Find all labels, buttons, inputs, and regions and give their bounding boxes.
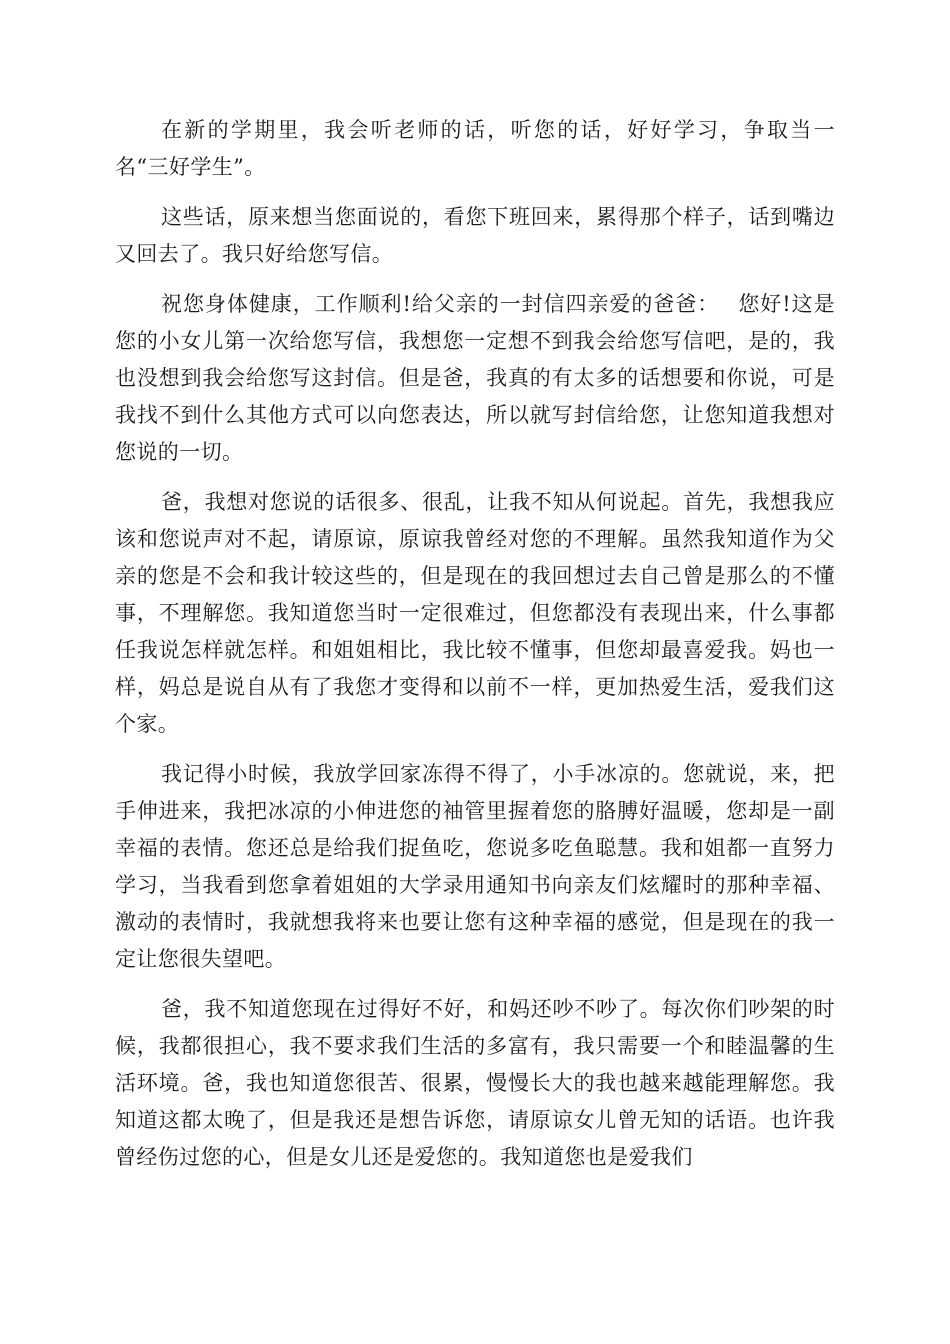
paragraph-2: 这些话，原来想当您面说的，看您下班回来，累得那个样子，话到嘴边又回去了。我只好给您写信。: [115, 205, 835, 266]
letter-body: [115, 112, 835, 1189]
paragraph-4: 爸，我想对您说的话很多、很乱，让我不知从何说起。首先，我想我应该和您说声对不起，请原谅，原谅我曾经对您的不理解。虽然我知道作为父亲的您是不会和我计较这些的，但是现在的我回想过去自己曾是那么的不懂事，不理解您。我知道您当时一定很难过，但您都没有表现出来，什么事都任我说怎样就怎样。和姐姐相比，我比较不懂事，但您却最喜爱我。妈也一样，妈总是说自从有了我您才变得和以前不一样，更加热爱生活，爱我们这个家。: [115, 490, 835, 736]
paragraph-3: 祝您身体健康，工作顺利!给父亲的一封信四亲爱的爸爸： 您好!这是您的小女儿第一次给您写信，我想您一定想不到我会给您写信吧，是的，我也没想到我会给您写这封信。但是爸，我真的有太多的话想要和你说，可是我找不到什么其他方式可以向您表达，所以就写封信给您，让您知道我想对您说的一切。: [115, 292, 835, 464]
paragraph-6: 爸，我不知道您现在过得好不好，和妈还吵不吵了。每次你们吵架的时候，我都很担心，我不要求我们生活的多富有，我只需要一个和睦温馨的生活环境。爸，我也知道您很苦、很累，慢慢长大的我也越来越能理解您。我知道这都太晚了，但是我还是想告诉您，请原谅女儿曾无知的话语。也许我曾经伤过您的心，但是女儿还是爱您的。我知道您也是爱我们: [115, 997, 835, 1169]
paragraph-1: 在新的学期里，我会听老师的话，听您的话，好好学习，争取当一名“三好学生”。: [115, 118, 835, 179]
paragraph-5: 我记得小时候，我放学回家冻得不得了，小手冰凉的。您就说，来，把手伸进来，我把冰凉的小伸进您的袖管里握着您的胳膊好温暖，您却是一副幸福的表情。您还总是给我们捉鱼吃，您说多吃鱼聪慧。我和姐都一直努力学习，当我看到您拿着姐姐的大学录用通知书向亲友们炫耀时的那种幸福、激动的表情时，我就想我将来也要让您有这种幸福的感觉，但是现在的我一定让您很失望吧。: [115, 762, 835, 971]
